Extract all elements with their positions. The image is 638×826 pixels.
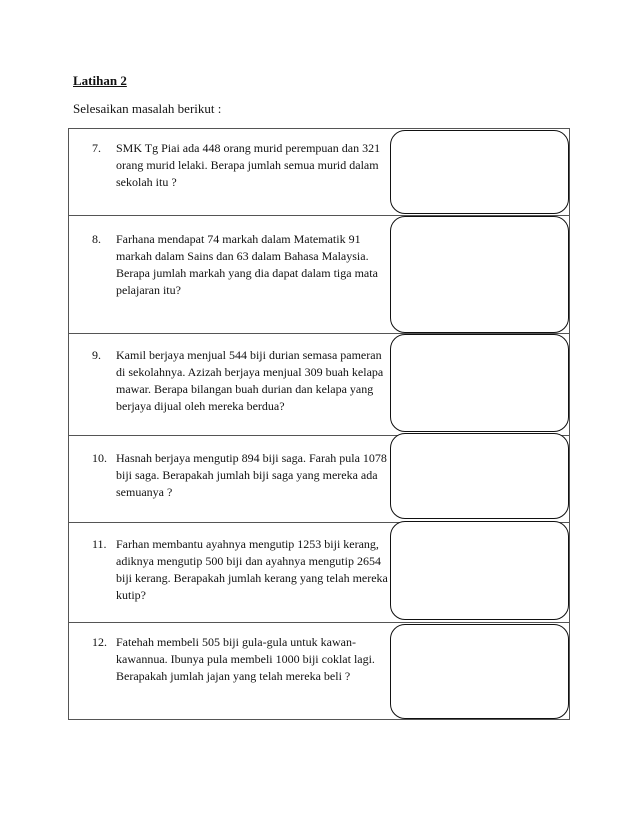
question-text: Fatehah membeli 505 biji gula-gula untuk kawan-kawannua. Ibunya pula membeli 1000 biji coklat lagi. Berapakah jumlah jajan yang telah mereka beli ? xyxy=(116,635,375,683)
answer-box[interactable] xyxy=(390,624,569,719)
answer-box[interactable] xyxy=(390,216,569,333)
question-item xyxy=(92,140,392,191)
answer-box[interactable] xyxy=(390,433,569,519)
question-item xyxy=(92,536,392,604)
question-number: 9. xyxy=(92,348,101,362)
question-text: SMK Tg Piai ada 448 orang murid perempuan dan 321 orang murid lelaki. Berapa jumlah semua murid dalam sekolah itu ? xyxy=(116,141,381,189)
question-number: 8. xyxy=(92,232,101,246)
question-number: 10. xyxy=(92,451,107,465)
answer-box[interactable] xyxy=(390,521,569,620)
page-title: Latihan 2 xyxy=(73,73,127,88)
question-number: 7. xyxy=(92,141,101,155)
question-text: Kamil berjaya menjual 544 biji durian semasa pameran di sekolahnya. Azizah berjaya menjual 309 buah kelapa mawar. Berapa bilangan buah durian dan kelapa yang berjaya dijual oleh mereka berdua? xyxy=(116,348,384,413)
question-text: Farhana mendapat 74 markah dalam Matematik 91 markah dalam Sains dan 63 dalam Bahasa Malaysia. Berapa jumlah markah yang dia dapat dalam tiga mata pelajaran itu? xyxy=(116,232,378,297)
answer-box[interactable] xyxy=(390,334,569,432)
question-number: 11. xyxy=(92,537,107,551)
question-text: Hasnah berjaya mengutip 894 biji saga. Farah pula 1078 biji saga. Berapakah jumlah biji saga yang mereka ada semuanya ? xyxy=(116,451,387,499)
question-item xyxy=(92,634,392,685)
question-item xyxy=(92,231,392,299)
question-text: Farhan membantu ayahnya mengutip 1253 biji kerang, adiknya mengutip 500 biji dan ayahnya mengutip 2654 biji kerang. Berapakah jumlah kerang yang telah mereka kutip? xyxy=(116,537,388,602)
question-item xyxy=(92,347,392,415)
answer-box[interactable] xyxy=(390,130,569,214)
question-item xyxy=(92,450,392,501)
question-number: 12. xyxy=(92,635,107,649)
instruction-text: Selesaikan masalah berikut : xyxy=(73,101,222,116)
